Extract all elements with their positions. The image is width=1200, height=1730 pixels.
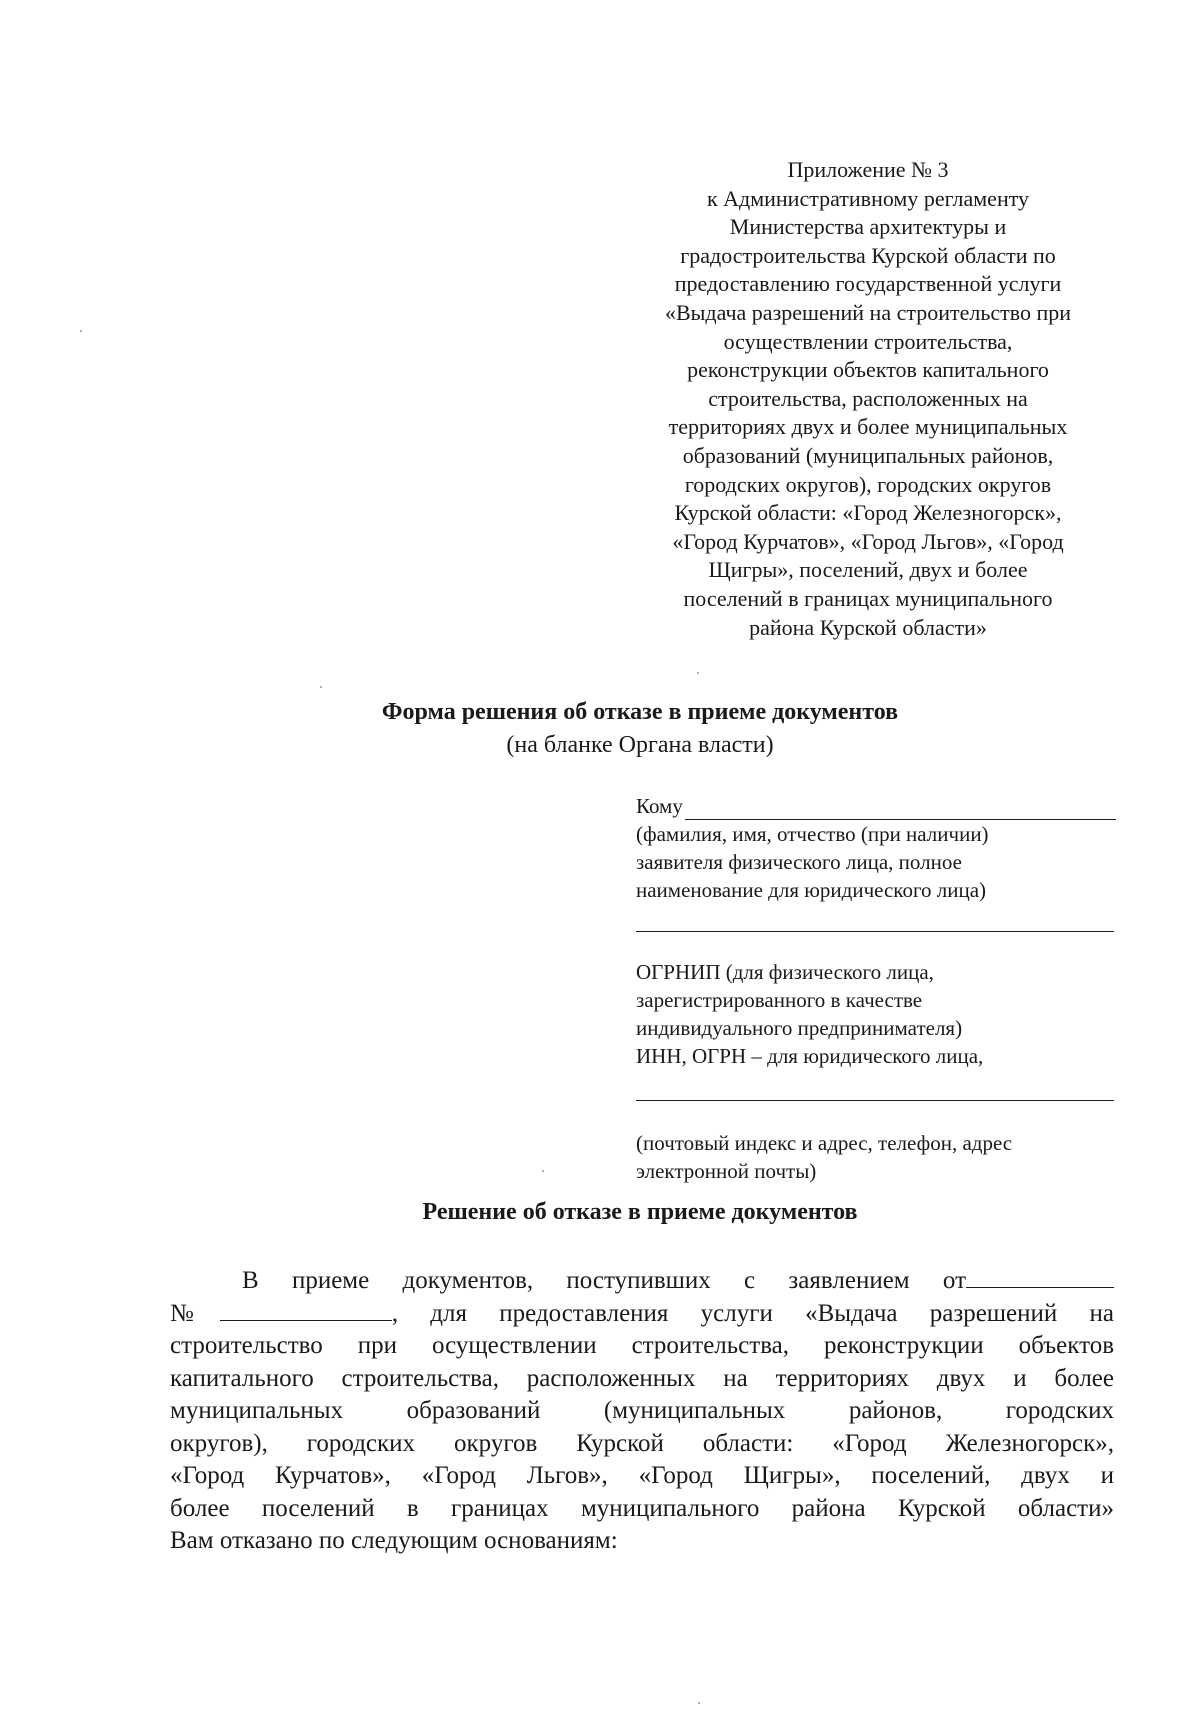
decision-line — [170, 1298, 1114, 1331]
appendix-header — [628, 156, 1108, 642]
appendix-line: «Выдача разрешений на строительство при — [664, 299, 1072, 325]
appendix-line: территориях двух и более муниципальных — [668, 414, 1068, 440]
number-sign: № — [170, 1299, 220, 1327]
application-number-field[interactable] — [220, 1300, 392, 1321]
scan-speck — [698, 1702, 700, 1704]
contact-field[interactable] — [636, 1099, 1114, 1101]
appendix-line: района Курской области» — [749, 614, 987, 640]
decision-line-text: В приеме документов, поступивших с заявлением от — [242, 1267, 966, 1294]
application-date-field[interactable] — [966, 1267, 1114, 1288]
decision-line: «Город Курчатов», «Город Льгов», «Город Щигры», поселений, двух и — [170, 1462, 1114, 1489]
decision-line: Вам отказано по следующим основаниям: — [170, 1527, 618, 1554]
appendix-line: городских округов), городских округов — [684, 471, 1052, 497]
registration-hint: индивидуального предпринимателя) — [636, 1016, 963, 1040]
addressee-name-hint: (фамилия, имя, отчество (при наличии) — [636, 822, 989, 846]
appendix-line: Курской области: «Город Железногорск», — [674, 500, 1062, 526]
contact-hint: (почтовый индекс и адрес, телефон, адрес — [636, 1131, 1013, 1155]
addressee-name-field[interactable] — [685, 797, 1116, 820]
appendix-line: поселений в границах муниципального — [683, 585, 1053, 611]
appendix-line: «Город Курчатов», «Город Льгов», «Город — [672, 528, 1064, 554]
contact-line-row — [636, 1099, 1116, 1129]
decision-line: более поселений в границах муниципального района Курской области» — [170, 1494, 1114, 1522]
addressee-to-label: Кому — [636, 794, 683, 818]
appendix-line: образований (муниципальных районов, — [682, 442, 1054, 468]
registration-hint: зарегистрированного в качестве — [636, 988, 923, 1012]
addressee-name-hint: заявителя физического лица, полное — [636, 850, 962, 874]
form-title: Форма решения об отказе в приеме документов — [381, 699, 899, 725]
appendix-line: строительства, расположенных на — [708, 385, 1028, 411]
form-subtitle: (на бланке Органа власти) — [506, 732, 774, 758]
decision-body — [170, 1265, 1114, 1558]
decision-line: округов), городских округов Курской области: «Город Железногорск», — [170, 1429, 1114, 1457]
contact-hint: электронной почты) — [636, 1159, 817, 1183]
decision-line: капитального строительства, расположенных на территориях двух и более — [170, 1364, 1114, 1392]
decision-line-text: , для предоставления услуги «Выдача разрешений на — [391, 1299, 1114, 1327]
scan-speck — [697, 672, 699, 674]
addressee-name-hint: наименование для юридического лица) — [636, 878, 987, 902]
registration-hint: ИНН, ОГРН – для юридического лица, — [636, 1044, 984, 1068]
addressee-block — [636, 792, 1116, 1185]
registration-hint: ОГРНИП (для физического лица, — [636, 960, 934, 984]
appendix-line: осуществлении строительства, — [723, 328, 1013, 354]
registration-field[interactable] — [636, 930, 1114, 932]
appendix-line: Приложение № 3 — [787, 157, 949, 182]
decision-title: Решение об отказе в приеме документов — [422, 1199, 858, 1225]
scan-speck — [320, 686, 322, 688]
scan-speck — [80, 330, 82, 332]
appendix-line: Щигры», поселений, двух и более — [708, 557, 1028, 583]
appendix-line: предоставлению государственной услуги — [674, 271, 1062, 297]
addressee-to-row — [636, 792, 1116, 820]
decision-line — [170, 1265, 1114, 1298]
appendix-line: к Административному регламенту — [706, 185, 1030, 211]
appendix-line: реконструкции объектов капитального — [687, 357, 1049, 383]
appendix-line: градостроительства Курской области по — [680, 242, 1056, 268]
decision-line: муниципальных образований (муниципальных районов, городских — [170, 1397, 1114, 1424]
appendix-line: Министерства архитектуры и — [729, 214, 1007, 240]
scan-speck — [542, 1170, 544, 1172]
decision-line: строительство при осуществлении строительства, реконструкции объектов — [170, 1332, 1114, 1359]
reg-line-row — [636, 930, 1116, 958]
